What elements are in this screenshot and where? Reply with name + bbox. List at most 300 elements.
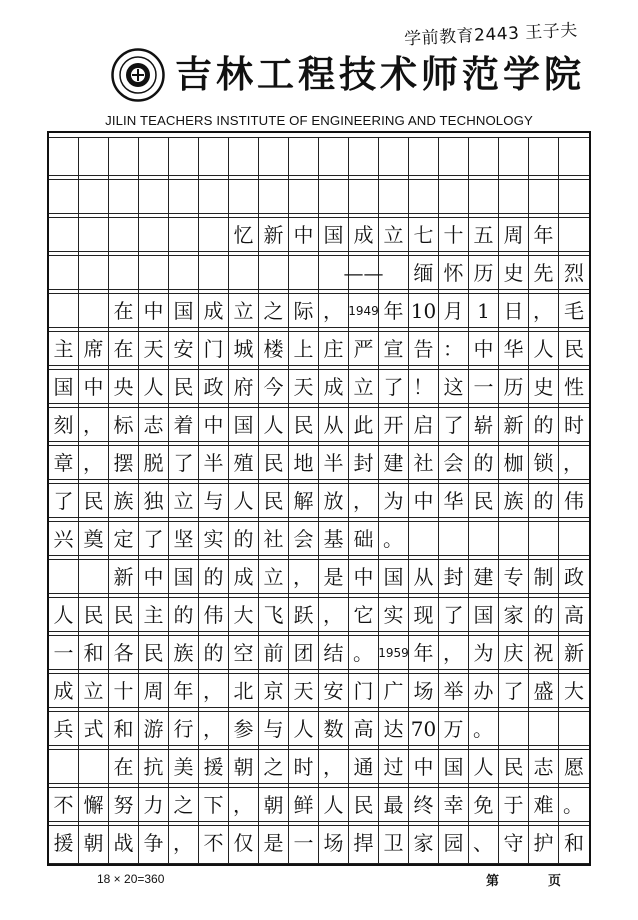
grid-cell: ， xyxy=(563,450,583,475)
grid-cell: 的 xyxy=(199,632,229,673)
grid-cell: 日 xyxy=(499,290,529,331)
grid-cell xyxy=(49,252,79,293)
grid-cell: ， xyxy=(529,290,559,331)
grid-cell: 刻 xyxy=(49,404,79,445)
grid-row xyxy=(49,175,589,218)
grid-cell: 主 xyxy=(139,594,169,635)
grid-cell: 跃 xyxy=(289,594,319,635)
grid-cell xyxy=(379,176,409,217)
grid-row xyxy=(49,631,589,674)
grid-row xyxy=(49,251,589,294)
grid-cell: 年 xyxy=(169,670,199,711)
grid-cell: 数 xyxy=(319,708,349,749)
grid-cell: 盛 xyxy=(529,670,559,711)
grid-cell: 半 xyxy=(319,442,349,483)
grid-cell: 在 xyxy=(109,746,139,787)
grid-cell: 一 xyxy=(469,366,499,407)
grid-cell: 城 xyxy=(229,328,259,369)
grid-cell xyxy=(79,252,109,293)
grid-cell xyxy=(559,708,589,749)
grid-cell: 10 xyxy=(409,290,439,331)
grid-cell: 基 xyxy=(319,518,349,559)
grid-cell: 行 xyxy=(169,708,199,749)
grid-cell: 实 xyxy=(199,518,229,559)
grid-cell: 崭 xyxy=(469,404,499,445)
grid-cell xyxy=(499,138,529,179)
grid-cell xyxy=(229,138,259,179)
grid-cell: ， xyxy=(319,746,349,787)
grid-cell: 下 xyxy=(199,784,229,825)
grid-cell: 门 xyxy=(199,328,229,369)
grid-cell: 放 xyxy=(319,480,349,521)
grid-cell: 是 xyxy=(319,556,349,597)
grid-cell xyxy=(559,518,589,559)
grid-cell: 央 xyxy=(109,366,139,407)
grid-cell: 际 xyxy=(289,290,319,331)
grid-cell: 国 xyxy=(439,746,469,787)
grid-cell: 先 xyxy=(529,252,559,293)
grid-cell: 脱 xyxy=(139,442,169,483)
grid-cell: 志 xyxy=(529,746,559,787)
grid-cell xyxy=(199,138,229,179)
grid-cell: 和 xyxy=(564,830,584,855)
grid-cell: ： xyxy=(439,328,469,369)
grid-cell: 祝 xyxy=(529,632,559,673)
grid-cell xyxy=(529,138,559,179)
grid-cell: 民 xyxy=(564,336,584,361)
grid-cell xyxy=(529,518,559,559)
grid-cell xyxy=(379,252,409,293)
grid-cell: 人 xyxy=(529,328,559,369)
grid-cell: 。 xyxy=(349,632,379,673)
grid-cell xyxy=(109,252,139,293)
grid-cell: 争 xyxy=(139,822,169,863)
grid-cell xyxy=(199,214,229,255)
grid-cell: 人 xyxy=(229,480,259,521)
grid-cell xyxy=(199,176,229,217)
grid-cell: 成 xyxy=(49,670,79,711)
grid-cell: 的 xyxy=(199,556,229,597)
grid-cell xyxy=(139,252,169,293)
grid-cell xyxy=(259,138,289,179)
grid-cell xyxy=(379,138,409,179)
grid-cell xyxy=(139,214,169,255)
school-name-cn: 吉林工程技术师范学院 xyxy=(175,52,585,96)
grid-cell: 民 xyxy=(469,480,499,521)
grid-cell: 忆 xyxy=(229,214,259,255)
grid-cell: 性 xyxy=(564,374,584,399)
grid-cell: 严 xyxy=(349,328,379,369)
grid-cell: 民 xyxy=(259,442,289,483)
grid-cell: 民 xyxy=(169,366,199,407)
grid-cell xyxy=(469,138,499,179)
grid-row xyxy=(49,403,589,446)
grid-cell: 了 xyxy=(49,480,79,521)
grid-cell: ， xyxy=(319,594,349,635)
grid-cell xyxy=(439,138,469,179)
grid-cell: 安 xyxy=(319,670,349,711)
grid-cell: ， xyxy=(79,442,109,483)
grid-cell: 新 xyxy=(259,214,289,255)
grid-cell: 立 xyxy=(349,366,379,407)
grid-cell: 人 xyxy=(469,746,499,787)
grid-cell: 与 xyxy=(199,480,229,521)
grid-cell: 家 xyxy=(409,822,439,863)
grid-cell xyxy=(79,176,109,217)
grid-cell: 北 xyxy=(229,670,259,711)
grid-cell xyxy=(169,176,199,217)
grid-cell: 实 xyxy=(379,594,409,635)
grid-cell: 式 xyxy=(79,708,109,749)
grid-cell: 大 xyxy=(229,594,259,635)
grid-cell: 了 xyxy=(499,670,529,711)
grid-row xyxy=(49,745,589,788)
grid-cell: 美 xyxy=(169,746,199,787)
grid-row xyxy=(49,593,589,636)
grid-cell: 是 xyxy=(259,822,289,863)
grid-cell: 愿 xyxy=(564,754,584,779)
grid-cell: 懈 xyxy=(79,784,109,825)
grid-cell xyxy=(289,176,319,217)
grid-cell: 鲜 xyxy=(289,784,319,825)
grid-cell xyxy=(109,138,139,179)
grid-cell: 的 xyxy=(529,480,559,521)
grid-cell: 这 xyxy=(439,366,469,407)
grid-cell: 空 xyxy=(229,632,259,673)
grid-cell: 高 xyxy=(349,708,379,749)
grid-cell: 过 xyxy=(379,746,409,787)
grid-cell: 上 xyxy=(289,328,319,369)
grid-cell: 族 xyxy=(499,480,529,521)
grid-cell: 主 xyxy=(49,328,79,369)
grid-cell xyxy=(439,518,469,559)
grid-cell: 十 xyxy=(439,214,469,255)
grid-cell: 办 xyxy=(469,670,499,711)
grid-row xyxy=(49,479,589,522)
grid-cell: 抗 xyxy=(139,746,169,787)
grid-row xyxy=(49,669,589,712)
grid-cell xyxy=(259,252,289,293)
grid-cell: 成 xyxy=(319,366,349,407)
grid-row xyxy=(49,441,589,484)
grid-cell: 。 xyxy=(469,708,499,749)
grid-cell: 民 xyxy=(109,594,139,635)
grid-cell: 的 xyxy=(229,518,259,559)
grid-row xyxy=(49,137,589,180)
grid-cell: 了 xyxy=(169,442,199,483)
grid-cell xyxy=(49,746,79,787)
grid-cell: 70 xyxy=(409,708,439,749)
grid-cell: 历 xyxy=(499,366,529,407)
page-label-suffix: 页 xyxy=(548,874,562,889)
grid-cell: 枷 xyxy=(499,442,529,483)
grid-cell: 史 xyxy=(529,366,559,407)
grid-cell xyxy=(199,252,229,293)
grid-cell: 半 xyxy=(199,442,229,483)
grid-cell: 会 xyxy=(439,442,469,483)
grid-cell xyxy=(169,252,199,293)
grid-cell: 建 xyxy=(469,556,499,597)
grid-cell: 仅 xyxy=(229,822,259,863)
grid-cell: 立 xyxy=(169,480,199,521)
grid-cell: 捍 xyxy=(349,822,379,863)
grid-cell: 标 xyxy=(109,404,139,445)
grid-cell: 新 xyxy=(499,404,529,445)
grid-cell: 国 xyxy=(169,290,199,331)
grid-cell: 十 xyxy=(109,670,139,711)
grid-cell xyxy=(439,176,469,217)
grid-row xyxy=(49,821,589,864)
grid-cell xyxy=(49,290,79,331)
grid-cell: 国 xyxy=(49,366,79,407)
school-name-en: JILIN TEACHERS INSTITUTE OF ENGINEERING AND TECHNOLOGY xyxy=(105,113,533,128)
grid-cell xyxy=(349,176,379,217)
grid-cell: 民 xyxy=(289,404,319,445)
grid-cell: 华 xyxy=(499,328,529,369)
grid-cell: 人 xyxy=(289,708,319,749)
grid-cell: 告 xyxy=(409,328,439,369)
grid-cell: 难 xyxy=(529,784,559,825)
grid-row xyxy=(49,555,589,598)
grid-cell: 参 xyxy=(229,708,259,749)
grid-cell: 毛 xyxy=(564,298,584,323)
grid-cell xyxy=(409,518,439,559)
grid-cell: 和 xyxy=(79,632,109,673)
grid-cell: ， xyxy=(319,290,349,331)
grid-cell: 坚 xyxy=(169,518,199,559)
page-label: 第 xyxy=(486,874,500,889)
grid-cell xyxy=(559,176,589,217)
grid-cell: 从 xyxy=(319,404,349,445)
grid-cell xyxy=(139,138,169,179)
grid-cell: 万 xyxy=(439,708,469,749)
grid-cell: 的 xyxy=(169,594,199,635)
grid-cell: 成 xyxy=(349,214,379,255)
grid-cell: 它 xyxy=(349,594,379,635)
grid-cell: 伟 xyxy=(199,594,229,635)
grid-row xyxy=(49,327,589,370)
grid-cell: 、 xyxy=(469,822,499,863)
grid-cell: 幸 xyxy=(439,784,469,825)
grid-cell xyxy=(49,138,79,179)
grid-cell: 中 xyxy=(79,366,109,407)
grid-cell: 安 xyxy=(169,328,199,369)
grid-cell: 民 xyxy=(139,632,169,673)
grid-cell: 殖 xyxy=(229,442,259,483)
grid-cell: 族 xyxy=(109,480,139,521)
grid-cell: 烈 xyxy=(564,260,584,285)
grid-cell xyxy=(79,138,109,179)
grid-cell: 门 xyxy=(349,670,379,711)
grid-cell: 府 xyxy=(229,366,259,407)
page-header xyxy=(0,0,638,135)
grid-cell: 新 xyxy=(564,640,584,665)
grid-cell: 民 xyxy=(79,594,109,635)
grid-cell: 大 xyxy=(564,678,584,703)
grid-cell: 终 xyxy=(409,784,439,825)
grid-cell: 天 xyxy=(289,670,319,711)
grid-cell xyxy=(289,138,319,179)
grid-row xyxy=(49,707,589,750)
grid-cell: 章 xyxy=(49,442,79,483)
grid-cell: 年 xyxy=(409,632,439,673)
grid-cell: 1 xyxy=(469,290,499,331)
grid-cell xyxy=(49,176,79,217)
grid-cell: 力 xyxy=(139,784,169,825)
grid-cell: 和 xyxy=(109,708,139,749)
grid-cell: 中 xyxy=(139,290,169,331)
grid-cell: ！ xyxy=(409,366,439,407)
grid-cell: 场 xyxy=(319,822,349,863)
grid-cell: 中 xyxy=(139,556,169,597)
grid-cell: ， xyxy=(439,632,469,673)
grid-cell xyxy=(529,708,559,749)
grid-cell xyxy=(499,518,529,559)
grid-cell: 了 xyxy=(379,366,409,407)
grid-cell: ， xyxy=(199,708,229,749)
grid-cell: 中 xyxy=(199,404,229,445)
grid-cell: 于 xyxy=(499,784,529,825)
grid-cell xyxy=(169,138,199,179)
grid-row xyxy=(49,365,589,408)
grid-cell: 时 xyxy=(564,412,584,437)
grid-cell: 成 xyxy=(229,556,259,597)
grid-cell: 的 xyxy=(529,404,559,445)
grid-cell: 伟 xyxy=(564,488,584,513)
grid-cell: 兴 xyxy=(49,518,79,559)
grid-count: 18 × 20=360 xyxy=(97,872,165,886)
grid-cell xyxy=(49,556,79,597)
grid-cell: 民 xyxy=(79,480,109,521)
grid-cell: ， xyxy=(199,670,229,711)
grid-cell: 定 xyxy=(109,518,139,559)
grid-cell xyxy=(229,252,259,293)
grid-cell: 庄 xyxy=(319,328,349,369)
grid-cell: 天 xyxy=(139,328,169,369)
grid-cell: 政 xyxy=(199,366,229,407)
grid-cell xyxy=(409,176,439,217)
grid-cell: 通 xyxy=(349,746,379,787)
grid-cell: 广 xyxy=(379,670,409,711)
grid-cell: 庆 xyxy=(499,632,529,673)
grid-cell: 最 xyxy=(379,784,409,825)
grid-cell: 朝 xyxy=(79,822,109,863)
grid-cell: 制 xyxy=(529,556,559,597)
grid-cell xyxy=(109,214,139,255)
grid-cell: 族 xyxy=(169,632,199,673)
grid-cell: 的 xyxy=(529,594,559,635)
grid-cell: 卫 xyxy=(379,822,409,863)
grid-row xyxy=(49,517,589,560)
grid-cell: 立 xyxy=(379,214,409,255)
grid-cell: 之 xyxy=(259,746,289,787)
grid-cell: 努 xyxy=(109,784,139,825)
grid-cell: 独 xyxy=(139,480,169,521)
grid-cell: 场 xyxy=(409,670,439,711)
grid-cell: 会 xyxy=(289,518,319,559)
grid-cell: 援 xyxy=(49,822,79,863)
grid-cell: 了 xyxy=(139,518,169,559)
grid-cell xyxy=(79,556,109,597)
grid-cell: 人 xyxy=(139,366,169,407)
grid-cell: 为 xyxy=(469,632,499,673)
grid-cell: ， xyxy=(79,404,109,445)
grid-cell: 此 xyxy=(349,404,379,445)
grid-cell: 奠 xyxy=(79,518,109,559)
grid-cell: 护 xyxy=(529,822,559,863)
grid-cell: 国 xyxy=(469,594,499,635)
grid-cell: 1959 xyxy=(379,632,409,673)
grid-cell: 达 xyxy=(379,708,409,749)
grid-cell: 时 xyxy=(289,746,319,787)
grid-cell: 七 xyxy=(409,214,439,255)
grid-cell xyxy=(259,176,289,217)
grid-cell xyxy=(319,138,349,179)
grid-cell xyxy=(349,138,379,179)
grid-cell: ， xyxy=(229,784,259,825)
grid-cell: 人 xyxy=(259,404,289,445)
composition-grid xyxy=(47,131,591,866)
grid-cell: 国 xyxy=(229,404,259,445)
grid-cell: 了 xyxy=(439,404,469,445)
grid-cell: 结 xyxy=(319,632,349,673)
university-seal-icon xyxy=(111,48,165,102)
grid-cell: 不 xyxy=(199,822,229,863)
student-annotation: 学前教育2443 王子夫 xyxy=(403,20,579,50)
grid-cell: 与 xyxy=(259,708,289,749)
grid-cell: 前 xyxy=(259,632,289,673)
grid-cell xyxy=(529,176,559,217)
grid-cell: 怀 xyxy=(439,252,469,293)
grid-cell: 础 xyxy=(349,518,379,559)
grid-cell: 周 xyxy=(499,214,529,255)
grid-cell: 一 xyxy=(49,632,79,673)
grid-cell: 封 xyxy=(349,442,379,483)
grid-cell: 今 xyxy=(259,366,289,407)
grid-cell: —— xyxy=(349,252,379,293)
grid-cell: 国 xyxy=(319,214,349,255)
grid-cell: 立 xyxy=(79,670,109,711)
grid-cell: 摆 xyxy=(109,442,139,483)
grid-cell: 年 xyxy=(379,290,409,331)
grid-cell: 人 xyxy=(49,594,79,635)
grid-cell: 了 xyxy=(439,594,469,635)
grid-cell: 着 xyxy=(169,404,199,445)
grid-cell: 立 xyxy=(229,290,259,331)
grid-cell xyxy=(229,176,259,217)
grid-cell: 。 xyxy=(379,518,409,559)
grid-cell: 在 xyxy=(109,290,139,331)
grid-cell: 中 xyxy=(409,746,439,787)
grid-cell xyxy=(469,518,499,559)
grid-cell: 史 xyxy=(499,252,529,293)
grid-cell: 中 xyxy=(349,556,379,597)
grid-cell: 五 xyxy=(469,214,499,255)
grid-cell: 启 xyxy=(409,404,439,445)
grid-cell: 历 xyxy=(469,252,499,293)
grid-cell: 之 xyxy=(259,290,289,331)
grid-cell: 团 xyxy=(289,632,319,673)
grid-cell: 为 xyxy=(379,480,409,521)
grid-cell xyxy=(79,746,109,787)
grid-cell: 人 xyxy=(319,784,349,825)
grid-row xyxy=(49,289,589,332)
grid-cell: 战 xyxy=(109,822,139,863)
grid-row xyxy=(49,213,589,256)
grid-cell: 不 xyxy=(49,784,79,825)
grid-cell: 专 xyxy=(499,556,529,597)
grid-cell: 天 xyxy=(289,366,319,407)
